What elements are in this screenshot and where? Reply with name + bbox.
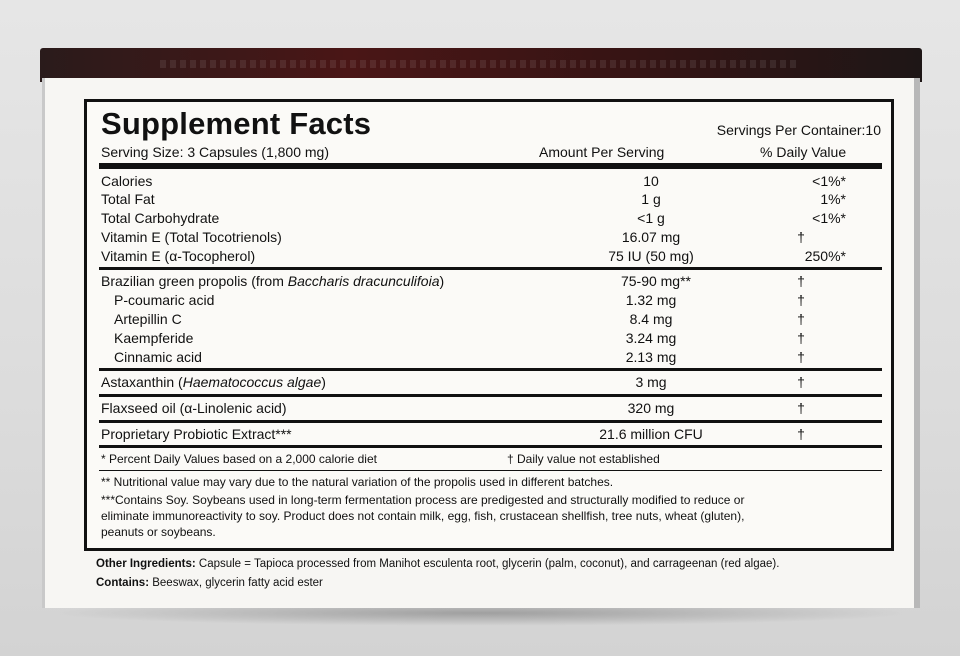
other-ingredients	[96, 557, 779, 572]
nutrient-row	[101, 247, 881, 265]
nutrient-name: Total Fat	[101, 191, 155, 207]
nutrient-dv: †	[797, 273, 805, 289]
nutrient-row	[101, 172, 881, 190]
nutrient-row	[101, 329, 881, 347]
nutrient-dv: †	[797, 426, 805, 442]
nutrient-dv: †	[797, 349, 805, 365]
serving-size: Serving Size: 3 Capsules (1,800 mg)	[101, 144, 329, 160]
contains-label: Contains:	[96, 577, 150, 589]
nutrient-amount: 10	[643, 173, 659, 189]
nutrient-amount: 21.6 million CFU	[599, 426, 703, 442]
footnote-soy-line-1: ***Contains Soy. Soybeans used in long-term fermentation process are predigested and structurally modified to reduce or	[101, 493, 745, 507]
nutrient-dv: †	[797, 400, 805, 416]
nutrient-dv: <1%*	[812, 210, 846, 226]
nutrient-amount: 1.32 mg	[625, 292, 677, 308]
nutrient-amount: <1 g	[637, 210, 665, 226]
nutrient-dv: †	[797, 374, 805, 390]
divider-thick	[99, 163, 882, 169]
box-top-edge	[40, 48, 922, 82]
nutrient-row	[101, 310, 881, 328]
nutrient-name: Vitamin E (Total Tocotrienols)	[101, 229, 282, 245]
nutrient-name: Proprietary Probiotic Extract***	[101, 426, 292, 442]
nutrient-row	[101, 190, 881, 208]
nutrient-dv: 1%*	[820, 191, 846, 207]
contains-text: Beeswax, glycerin fatty acid ester	[149, 577, 323, 589]
nutrient-name: Total Carbohydrate	[101, 210, 220, 226]
footnote-soy-line-3: peanuts or soybeans.	[101, 525, 216, 539]
nutrient-row	[101, 399, 881, 417]
divider-medium	[99, 267, 882, 270]
nutrient-name: Flaxseed oil (α-Linolenic acid)	[101, 400, 287, 416]
nutrient-amount: 75 IU (50 mg)	[608, 248, 694, 264]
footnote-daily-values: * Percent Daily Values based on a 2,000 calorie diet	[101, 452, 377, 466]
nutrient-amount: 8.4 mg	[629, 311, 673, 327]
divider-medium	[99, 368, 882, 371]
nutrient-dv: †	[797, 311, 805, 327]
divider-medium	[99, 394, 882, 397]
nutrient-row	[101, 425, 881, 443]
panel-title: Supplement Facts	[101, 106, 372, 141]
nutrient-name: Astaxanthin (Haematococcus algae)	[101, 374, 326, 390]
divider-medium	[99, 445, 882, 448]
nutrient-row	[101, 291, 881, 309]
footnote-soy-line-2: eliminate immunoreactivity to soy. Product does not contain milk, egg, fish, crustacean shellfish, tree nuts, wheat (gluten),	[101, 509, 745, 523]
nutrient-amount: 1 g	[641, 191, 661, 207]
servings-per-container: Servings Per Container:10	[716, 122, 881, 138]
other-ingredients-text: Capsule = Tapioca processed from Manihot esculenta root, glycerin (palm, coconut), and carrageenan (red algae).	[195, 558, 780, 570]
nutrient-amount: 2.13 mg	[625, 349, 677, 365]
nutrient-dv: †	[797, 229, 805, 245]
nutrient-dv: <1%*	[812, 173, 846, 189]
other-ingredients-label: Other Ingredients:	[96, 558, 196, 570]
nutrient-name: P-coumaric acid	[114, 292, 215, 308]
nutrient-name: Artepillin C	[114, 311, 182, 327]
nutrient-dv: 250%*	[804, 248, 846, 264]
nutrient-row	[101, 272, 881, 290]
divider-medium	[99, 420, 882, 423]
nutrient-amount: 320 mg	[627, 400, 675, 416]
footnote-dagger: † Daily value not established	[507, 452, 660, 466]
nutrient-dv: †	[797, 292, 805, 308]
nutrient-name: Brazilian green propolis (from Baccharis dracunculifoia)	[101, 273, 445, 289]
nutrient-amount: 75-90 mg**	[620, 273, 691, 289]
nutrient-row	[101, 373, 881, 391]
nutrient-row	[101, 348, 881, 366]
nutrient-amount: 3 mg	[635, 374, 667, 390]
nutrient-name: Calories	[101, 173, 153, 189]
nutrient-dv: †	[797, 330, 805, 346]
nutrient-row	[101, 228, 881, 246]
supplement-facts-panel	[84, 99, 894, 551]
nutrient-name: Kaempferide	[114, 330, 194, 346]
nutrient-amount: 3.24 mg	[625, 330, 677, 346]
divider-thin	[99, 470, 882, 471]
nutrient-amount: 16.07 mg	[621, 229, 681, 245]
nutrient-name: Vitamin E (α-Tocopherol)	[101, 248, 256, 264]
footnote-nutritional: ** Nutritional value may vary due to the natural variation of the propolis used in different batches.	[101, 475, 614, 489]
nutrient-row	[101, 209, 881, 227]
contains	[96, 576, 323, 591]
amount-header: Amount Per Serving	[539, 144, 665, 160]
nutrient-name: Cinnamic acid	[114, 349, 202, 365]
dv-header: % Daily Value	[760, 144, 847, 160]
